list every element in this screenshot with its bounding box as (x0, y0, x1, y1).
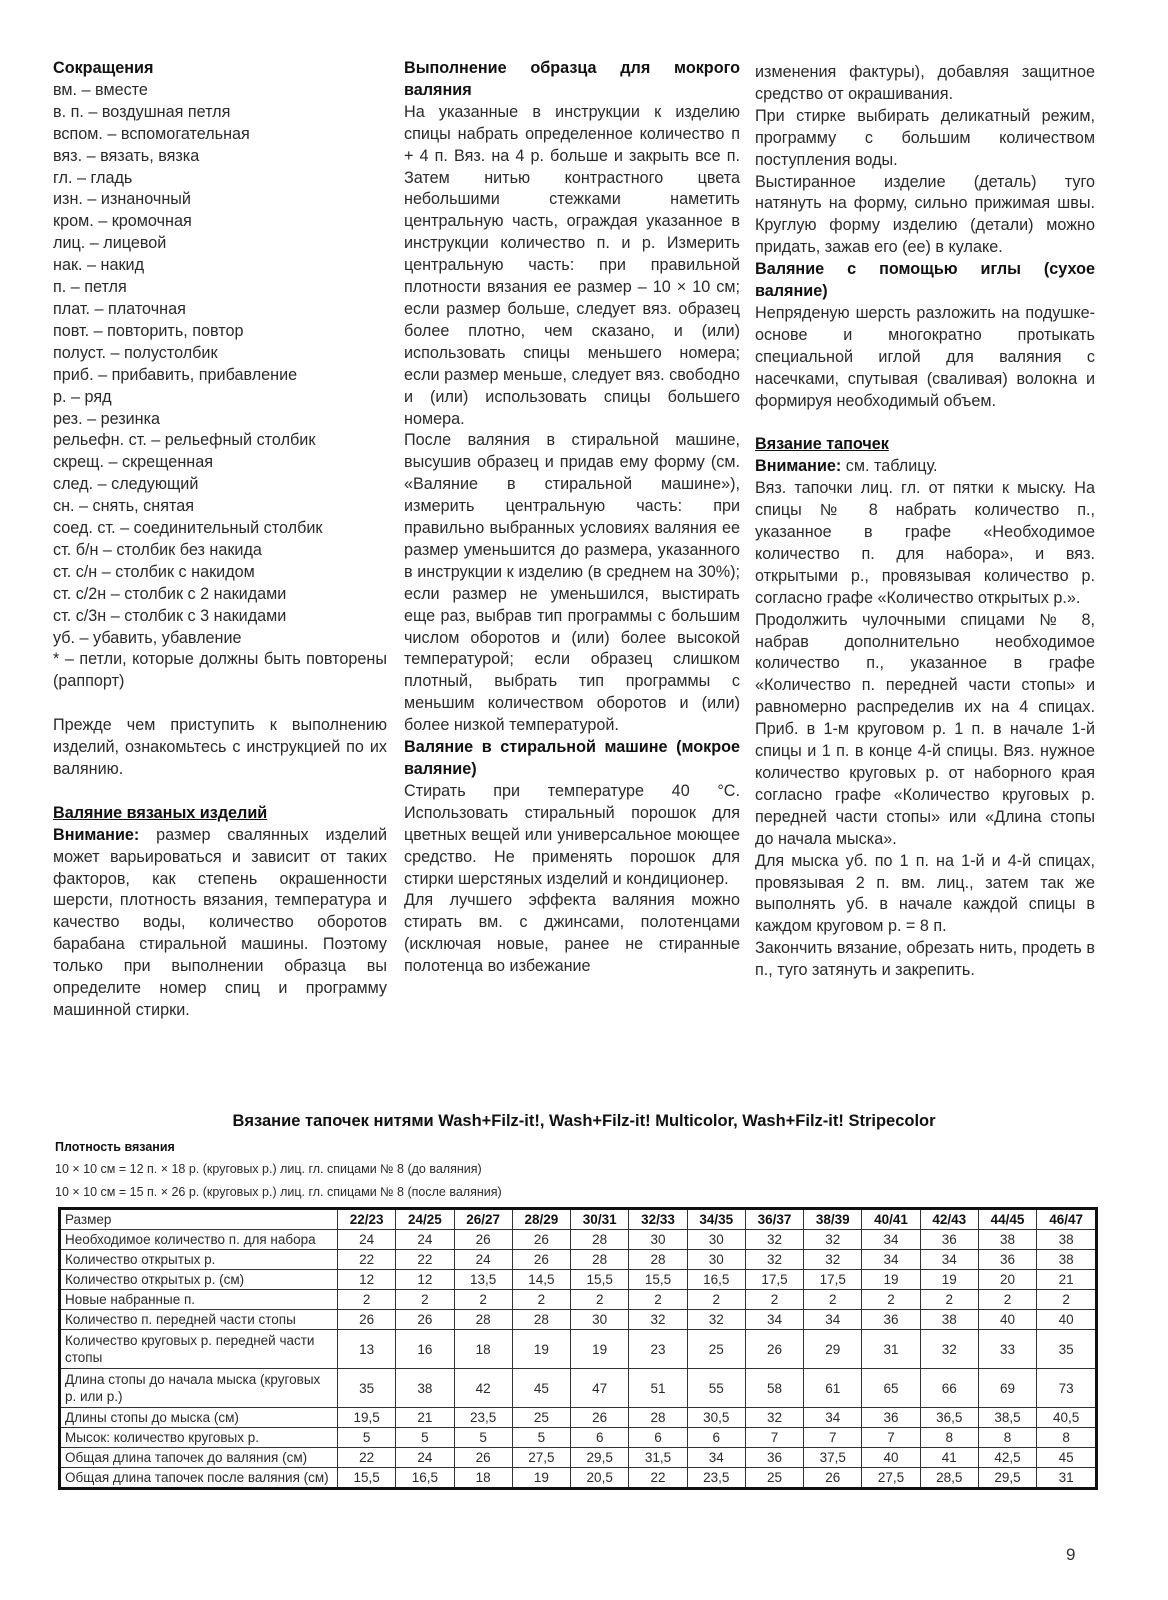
table-cell: 5 (338, 1428, 396, 1448)
table-cell: 36 (862, 1310, 920, 1330)
table-cell: 26 (804, 1468, 862, 1489)
slippers-attention (755, 456, 1095, 478)
column-1 (53, 58, 387, 1022)
table-row (60, 1408, 1097, 1428)
row-label: Общая длина тапочек после валяния (см) (60, 1468, 338, 1489)
table-cell: 34 (804, 1310, 862, 1330)
table-cell: 20 (978, 1270, 1036, 1290)
table-cell: 25 (745, 1468, 803, 1489)
table-cell: 16 (396, 1330, 454, 1369)
abbreviations-title: Сокращения (53, 59, 154, 77)
abbreviation-item: ст. с/3н – столбик с 3 накидами (53, 606, 287, 625)
row-label: Длины стопы до мыска (см) (60, 1408, 338, 1428)
table-cell: 38,5 (978, 1408, 1036, 1428)
table-cell: 27,5 (862, 1468, 920, 1489)
table-cell: 37,5 (804, 1448, 862, 1468)
column-3 (755, 62, 1095, 982)
table-cell: 13,5 (454, 1270, 512, 1290)
table-header-row (60, 1209, 1097, 1230)
table-cell: 41 (920, 1448, 978, 1468)
table-cell: 38 (978, 1230, 1036, 1250)
felting-knitted-text (53, 825, 387, 1022)
table-cell: 2 (1037, 1290, 1097, 1310)
table-cell: 30 (687, 1250, 745, 1270)
size-header: 40/41 (862, 1209, 920, 1230)
slippers-paragraph-4: Закончить вязание, обрезать нить, продеть в п., туго затянуть и закрепить. (755, 939, 1095, 980)
size-header: 46/47 (1037, 1209, 1097, 1230)
abbreviation-item: рез. – резинка (53, 409, 161, 428)
table-cell: 28 (454, 1310, 512, 1330)
slippers-title: Вязание тапочек (755, 435, 889, 454)
abbreviation-item: р. – ряд (53, 387, 112, 406)
size-header: 30/31 (571, 1209, 629, 1230)
table-cell: 8 (1037, 1428, 1097, 1448)
table-cell: 28 (512, 1310, 570, 1330)
table-cell: 34 (804, 1408, 862, 1428)
sample-title: Выполнение образца для мокрого валяния (404, 59, 740, 99)
abbreviation-item: ст. б/н – столбик без накида (53, 540, 262, 559)
table-cell: 55 (687, 1369, 745, 1408)
table-cell: 42 (454, 1369, 512, 1408)
machine-paragraph-4: Выстиранное изделие (деталь) туго натянуть на форму, сильно прижимая швы. Круглую форму изделию (детали) можно придать, зажав его (ее) в кулаке. (755, 172, 1095, 257)
table-cell: 8 (920, 1428, 978, 1448)
slippers-paragraph-3: Для мыска уб. по 1 п. на 1-й и 4-й спицах, провязывая 2 п. вм. лиц., затем так же выполнять уб. в начале каждой спицы в каждом круговом р. = 8 п. (755, 851, 1095, 936)
table-cell: 26 (512, 1250, 570, 1270)
table-cell: 19,5 (338, 1408, 396, 1428)
table-row (60, 1330, 1097, 1369)
table-cell: 23,5 (687, 1468, 745, 1489)
table-cell: 32 (745, 1230, 803, 1250)
size-header: 36/37 (745, 1209, 803, 1230)
machine-title: Валяние в стиральной машине (мокрое валяние) (404, 738, 740, 778)
attention-text: размер свалянных изделий может варьироваться и зависит от таких факторов, как степень окрашенности шерсти, плотность вязания, температура и качество воды, количество оборотов барабана стиральной машины. Поэтому только при выполнении образца вы определите номер спиц и программу машинной стирки. (53, 825, 387, 1019)
table-cell: 25 (687, 1330, 745, 1369)
table-cell: 16,5 (687, 1270, 745, 1290)
abbreviation-item: сн. – снять, снятая (53, 497, 194, 516)
table-cell: 32 (804, 1230, 862, 1250)
table-cell: 47 (571, 1369, 629, 1408)
table-row (60, 1250, 1097, 1270)
table-cell: 28 (629, 1408, 687, 1428)
table-cell: 21 (1037, 1270, 1097, 1290)
table-row (60, 1428, 1097, 1448)
table-cell: 31 (862, 1330, 920, 1369)
table-cell: 40,5 (1037, 1408, 1097, 1428)
table-cell: 24 (338, 1230, 396, 1250)
table-cell: 34 (862, 1230, 920, 1250)
sample-paragraph-1: На указанные в инструкции к изделию спицы набрать определенное количество п + 4 п. Вяз. на 4 р. больше и закрыть все п. Затем нитью контрастного цвета небольшими стежками наметить центральную часть, ограждая указанное в инструкции количество п. и р. Измерить центральную часть: при правильной плотности вязания ее размер – 10 × 10 см; если размер больше, следует вяз. образец более плотно, чем сказано, и (или) использовать спицы меньшего номера; если размер меньше, следует вяз. свободно и (или) использовать спицы большего номера. (404, 102, 740, 428)
table-cell: 29,5 (978, 1468, 1036, 1489)
table-cell: 24 (454, 1250, 512, 1270)
table-cell: 17,5 (745, 1270, 803, 1290)
table-row (60, 1468, 1097, 1489)
abbreviation-item: нак. – накид (53, 256, 145, 275)
table-cell: 19 (862, 1270, 920, 1290)
table-cell: 5 (512, 1428, 570, 1448)
row-label: Необходимое количество п. для набора (60, 1230, 338, 1250)
table-cell: 38 (920, 1310, 978, 1330)
table-cell: 23,5 (454, 1408, 512, 1428)
table-cell: 5 (454, 1428, 512, 1448)
table-cell: 24 (396, 1230, 454, 1250)
size-header: 42/43 (920, 1209, 978, 1230)
row-label: Общая длина тапочек до валяния (см) (60, 1448, 338, 1468)
abbreviation-item: вспом. – вспомогательная (53, 124, 250, 143)
size-header: 38/39 (804, 1209, 862, 1230)
table-cell: 19 (512, 1468, 570, 1489)
table-cell: 2 (687, 1290, 745, 1310)
table-cell: 8 (978, 1428, 1036, 1448)
table-cell: 2 (978, 1290, 1036, 1310)
density-title: Плотность вязания (55, 1140, 175, 1154)
table-cell: 2 (338, 1290, 396, 1310)
abbreviation-item: гл. – гладь (53, 168, 133, 187)
table-cell: 51 (629, 1369, 687, 1408)
table-row (60, 1369, 1097, 1408)
table-cell: 42,5 (978, 1448, 1036, 1468)
table-cell: 36 (745, 1448, 803, 1468)
abbreviation-item: вм. – вместе (53, 80, 148, 99)
table-cell: 19 (571, 1330, 629, 1369)
table-row (60, 1310, 1097, 1330)
page-number: 9 (1066, 1545, 1076, 1564)
density-before: 10 × 10 см = 12 п. × 18 р. (круговых р.) лиц. гл. спицами № 8 (до валяния) (55, 1162, 482, 1176)
table-cell: 35 (338, 1369, 396, 1408)
abbreviation-item: в. п. – воздушная петля (53, 102, 231, 121)
row-label: Количество открытых р. (60, 1250, 338, 1270)
table-cell: 34 (862, 1250, 920, 1270)
attention-label: Внимание: (755, 457, 842, 476)
row-label: Длина стопы до начала мыска (круговых р. или р.) (60, 1369, 338, 1408)
table-cell: 40 (1037, 1310, 1097, 1330)
table-cell: 27,5 (512, 1448, 570, 1468)
table-cell: 36 (862, 1408, 920, 1428)
table-cell: 19 (920, 1270, 978, 1290)
table-cell: 30 (571, 1310, 629, 1330)
abbreviation-item: * – петли, которые должны быть повторены (раппорт) (53, 650, 387, 691)
table-cell: 28 (571, 1250, 629, 1270)
column-2 (404, 58, 740, 978)
table-cell: 30 (629, 1230, 687, 1250)
table-cell: 5 (396, 1428, 454, 1448)
table-cell: 26 (512, 1230, 570, 1250)
table-cell: 13 (338, 1330, 396, 1369)
table-cell: 2 (745, 1290, 803, 1310)
table-row (60, 1448, 1097, 1468)
table-cell: 31 (1037, 1468, 1097, 1489)
size-header: 32/33 (629, 1209, 687, 1230)
table-cell: 45 (1037, 1448, 1097, 1468)
table-cell: 29,5 (571, 1448, 629, 1468)
table-cell: 30,5 (687, 1408, 745, 1428)
table-cell: 22 (629, 1468, 687, 1489)
table-cell: 20,5 (571, 1468, 629, 1489)
table-cell: 34 (687, 1448, 745, 1468)
intro-text: Прежде чем приступить к выполнению изделий, ознакомьтесь с инструкцией по их валянию. (53, 716, 387, 778)
abbreviation-item: приб. – прибавить, прибавление (53, 365, 298, 384)
table-cell: 23 (629, 1330, 687, 1369)
machine-paragraph-3: При стирке выбирать деликатный режим, программу с большим количеством поступления воды. (755, 106, 1095, 169)
table-cell: 2 (512, 1290, 570, 1310)
table-cell: 32 (804, 1250, 862, 1270)
sizes-table (58, 1207, 1098, 1490)
attention-label: Внимание: (53, 825, 140, 844)
abbreviation-item: соед. ст. – соединительный столбик (53, 519, 323, 538)
attention-text: см. таблицу. (841, 457, 938, 476)
table-cell: 28 (571, 1230, 629, 1250)
table-cell: 69 (978, 1369, 1036, 1408)
table-cell: 21 (396, 1408, 454, 1428)
table-cell: 12 (396, 1270, 454, 1290)
abbreviations-list (53, 80, 387, 693)
row-label: Количество открытых р. (см) (60, 1270, 338, 1290)
table-cell: 33 (978, 1330, 1036, 1369)
table-cell: 7 (804, 1428, 862, 1448)
table-cell: 22 (338, 1250, 396, 1270)
table-cell: 26 (454, 1448, 512, 1468)
table-cell: 7 (745, 1428, 803, 1448)
table-cell: 2 (629, 1290, 687, 1310)
size-header: 44/45 (978, 1209, 1036, 1230)
header-label: Размер (60, 1209, 338, 1230)
abbreviation-item: уб. – убавить, убавление (53, 628, 242, 647)
density-after: 10 × 10 см = 15 п. × 26 р. (круговых р.) лиц. гл. спицами № 8 (после валяния) (55, 1185, 502, 1199)
size-header: 28/29 (512, 1209, 570, 1230)
abbreviation-item: кром. – кромочная (53, 212, 192, 231)
table-cell: 24 (396, 1448, 454, 1468)
table-cell: 2 (804, 1290, 862, 1310)
table-cell: 36 (920, 1230, 978, 1250)
table-cell: 45 (512, 1369, 570, 1408)
row-label: Количество круговых р. передней части стопы (60, 1330, 338, 1369)
row-label: Новые набранные п. (60, 1290, 338, 1310)
table-cell: 6 (571, 1428, 629, 1448)
table-cell: 32 (920, 1330, 978, 1369)
abbreviation-item: ст. с/н – столбик с накидом (53, 562, 255, 581)
table-cell: 18 (454, 1468, 512, 1489)
table-cell: 35 (1037, 1330, 1097, 1369)
table-cell: 40 (862, 1448, 920, 1468)
table-row (60, 1290, 1097, 1310)
table-cell: 6 (687, 1428, 745, 1448)
table-cell: 36,5 (920, 1408, 978, 1428)
table-cell: 28 (629, 1250, 687, 1270)
table-row (60, 1230, 1097, 1250)
slippers-paragraph-1: Вяз. тапочки лиц. гл. от пятки к мыску. На спицы № 8 набрать количество п., указанное в графе «Необходимое количество п. для набора», и вяз. открытыми р., провязывая количество р. согласно графе «Количество открытых р.». (755, 479, 1095, 607)
table-cell: 2 (920, 1290, 978, 1310)
table-cell: 30 (687, 1230, 745, 1250)
table-cell: 16,5 (396, 1468, 454, 1489)
table-cell: 2 (862, 1290, 920, 1310)
abbreviation-item: повт. – повторить, повтор (53, 321, 244, 340)
slippers-paragraph-2: Продолжить чулочными спицами № 8, набрав дополнительно необходимое количество п., указанное в графе «Количество п. передней части стопы» и равномерно распределив их на 4 спицах. Приб. в 1-м круговом р. 1 п. в начале 1-й спицы и 1 п. в конце 4-й спицы. Вяз. нужное количество круговых р. от наборного края согласно графе «Количество круговых р. передней части стопы» или «Длина стопы до начала мыска». (755, 610, 1095, 848)
table-cell: 7 (862, 1428, 920, 1448)
size-header: 22/23 (338, 1209, 396, 1230)
table-cell: 32 (687, 1310, 745, 1330)
table-cell: 36 (978, 1250, 1036, 1270)
abbreviation-item: скрещ. – скрещенная (53, 453, 213, 472)
dry-felting-paragraph: Непряденую шерсть разложить на подушке-основе и многократно протыкать специальной иглой для валяния с насечками, спутывая (сваливая) волокна и формируя необходимый объем. (755, 303, 1095, 410)
table-cell: 14,5 (512, 1270, 570, 1290)
abbreviation-item: лиц. – лицевой (53, 234, 167, 253)
sample-paragraph-2: После валяния в стиральной машине, высушив образец и придав ему форму (см. «Валяние в стиральной машине»), измерить центральную часть: при правильно выбранных условиях валяния ее размер уменьшится до размера, указанного в инструкции к изделию (в среднем на 30%); если размер не уменьшился, выстирать еще раз, выбрав тип программы с большим числом оборотов и (или) более высокой температурой; если образец слишком плотный, выбрать тип программы с меньшим количеством оборотов и (или) более низкой температурой. (404, 431, 740, 735)
table-cell: 26 (396, 1310, 454, 1330)
table-cell: 15,5 (629, 1270, 687, 1290)
table-cell: 6 (629, 1428, 687, 1448)
felting-knitted-title: Валяние вязаных изделий (53, 803, 268, 822)
size-header: 34/35 (687, 1209, 745, 1230)
table-cell: 38 (1037, 1250, 1097, 1270)
size-header: 26/27 (454, 1209, 512, 1230)
table-cell: 32 (745, 1408, 803, 1428)
table-cell: 31,5 (629, 1448, 687, 1468)
table-row (60, 1270, 1097, 1290)
abbreviation-item: рельефн. ст. – рельефный столбик (53, 431, 316, 450)
table-cell: 65 (862, 1369, 920, 1408)
table-cell: 2 (396, 1290, 454, 1310)
table-cell: 26 (454, 1230, 512, 1250)
table-cell: 29 (804, 1330, 862, 1369)
abbreviation-item: плат. – платочная (53, 299, 186, 318)
size-header: 24/25 (396, 1209, 454, 1230)
table-cell: 2 (454, 1290, 512, 1310)
table-cell: 32 (745, 1250, 803, 1270)
table-cell: 25 (512, 1408, 570, 1428)
table-cell: 38 (1037, 1230, 1097, 1250)
table-cell: 19 (512, 1330, 570, 1369)
abbreviation-item: вяз. – вязать, вязка (53, 146, 200, 165)
table-cell: 34 (920, 1250, 978, 1270)
table-cell: 22 (396, 1250, 454, 1270)
table-cell: 38 (396, 1369, 454, 1408)
table-cell: 66 (920, 1369, 978, 1408)
row-label: Количество п. передней части стопы (60, 1310, 338, 1330)
table-title: Вязание тапочек нитями Wash+Filz-it!, Wash+Filz-it! Multicolor, Wash+Filz-it! Stripecolor (232, 1112, 936, 1130)
table-cell: 2 (571, 1290, 629, 1310)
table-cell: 32 (629, 1310, 687, 1330)
table-cell: 18 (454, 1330, 512, 1369)
table-cell: 58 (745, 1369, 803, 1408)
table-cell: 26 (745, 1330, 803, 1369)
row-label: Мысок: количество круговых р. (60, 1428, 338, 1448)
machine-paragraph-1: Стирать при температуре 40 °С. Использовать стиральный порошок для цветных вещей или универсальное моющее средство. Не применять порошок для стирки шерстяных изделий и кондиционер. (404, 781, 740, 888)
table-cell: 73 (1037, 1369, 1097, 1408)
table-cell: 22 (338, 1448, 396, 1468)
table-cell: 26 (338, 1310, 396, 1330)
abbreviation-item: след. – следующий (53, 475, 199, 494)
table-cell: 40 (978, 1310, 1036, 1330)
table-cell: 61 (804, 1369, 862, 1408)
table-cell: 15,5 (571, 1270, 629, 1290)
table-cell: 17,5 (804, 1270, 862, 1290)
abbreviation-item: п. – петля (53, 278, 127, 297)
machine-paragraph-2-continued: изменения фактуры), добавляя защитное средство от окрашивания. (755, 63, 1095, 103)
table-cell: 34 (745, 1310, 803, 1330)
abbreviation-item: изн. – изнаночный (53, 190, 191, 209)
table-cell: 28,5 (920, 1468, 978, 1489)
machine-paragraph-2: Для лучшего эффекта валяния можно стирать вм. с джинсами, полотенцами (исключая новые, ранее не стиранные полотенца во избежание (404, 891, 740, 976)
table-cell: 15,5 (338, 1468, 396, 1489)
abbreviation-item: ст. с/2н – столбик с 2 накидами (53, 584, 287, 603)
dry-felting-title: Валяние с помощью иглы (сухое валяние) (755, 260, 1095, 301)
table-cell: 26 (571, 1408, 629, 1428)
table-cell: 12 (338, 1270, 396, 1290)
abbreviation-item: полуст. – полустолбик (53, 343, 218, 362)
